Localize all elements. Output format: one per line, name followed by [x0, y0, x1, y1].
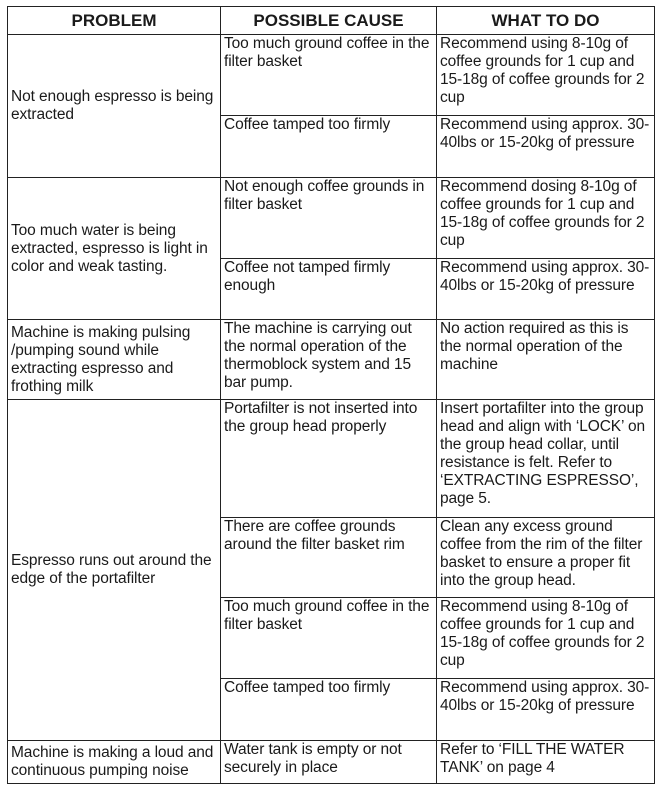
cause-cell: Water tank is empty or not securely in place	[221, 741, 437, 784]
table-row	[8, 320, 655, 400]
what-to-do-cell: Recommend using 8-10g of coffee grounds for 1 cup and 15-18g of coffee grounds for 2 cup	[437, 597, 655, 678]
table-row	[8, 177, 655, 258]
problem-cell: Too much water is being extracted, espresso is light in color and weak tasting.	[8, 177, 221, 320]
cause-cell: Too much ground coffee in the filter basket	[221, 597, 437, 678]
cause-cell: Portafilter is not inserted into the group head properly	[221, 400, 437, 517]
cause-cell: There are coffee grounds around the filter basket rim	[221, 517, 437, 597]
what-to-do-cell: Recommend using approx. 30-40lbs or 15-20kg of pressure	[437, 258, 655, 320]
what-to-do-cell: Insert portafilter into the group head and align with ‘LOCK’ on the group head collar, until resistance is felt. Refer to ‘EXTRACTING ESPRESSO’, page 5.	[437, 400, 655, 517]
troubleshooting-table	[7, 6, 655, 784]
cause-cell: Coffee not tamped firmly enough	[221, 258, 437, 320]
header-row	[8, 7, 655, 35]
cause-cell: Not enough coffee grounds in filter basket	[221, 177, 437, 258]
problem-cell: Espresso runs out around the edge of the portafilter	[8, 400, 221, 741]
what-to-do-cell: Recommend using approx. 30-40lbs or 15-20kg of pressure	[437, 678, 655, 741]
problem-cell: Not enough espresso is being extracted	[8, 35, 221, 178]
cause-cell: The machine is carrying out the normal operation of the thermoblock system and 15 bar pump.	[221, 320, 437, 400]
header-what-to-do: WHAT TO DO	[437, 7, 655, 35]
cause-cell: Too much ground coffee in the filter basket	[221, 35, 437, 116]
what-to-do-cell: Clean any excess ground coffee from the rim of the filter basket to ensure a proper fit into the group head.	[437, 517, 655, 597]
cause-cell: Coffee tamped too firmly	[221, 115, 437, 177]
what-to-do-cell: No action required as this is the normal operation of the machine	[437, 320, 655, 400]
what-to-do-cell: Refer to ‘FILL THE WATER TANK’ on page 4	[437, 741, 655, 784]
what-to-do-cell: Recommend using approx. 30-40lbs or 15-20kg of pressure	[437, 115, 655, 177]
table-row	[8, 35, 655, 116]
header-possible-cause: POSSIBLE CAUSE	[221, 7, 437, 35]
problem-cell: Machine is making pulsing /pumping sound while extracting espresso and frothing milk	[8, 320, 221, 400]
cause-cell: Coffee tamped too firmly	[221, 678, 437, 741]
table-row	[8, 400, 655, 517]
what-to-do-cell: Recommend using 8-10g of coffee grounds for 1 cup and 15-18g of coffee grounds for 2 cup	[437, 35, 655, 116]
table-row	[8, 741, 655, 784]
header-problem: PROBLEM	[8, 7, 221, 35]
problem-cell: Machine is making a loud and continuous pumping noise	[8, 741, 221, 784]
what-to-do-cell: Recommend dosing 8-10g of coffee grounds for 1 cup and 15-18g of coffee grounds for 2 cup	[437, 177, 655, 258]
